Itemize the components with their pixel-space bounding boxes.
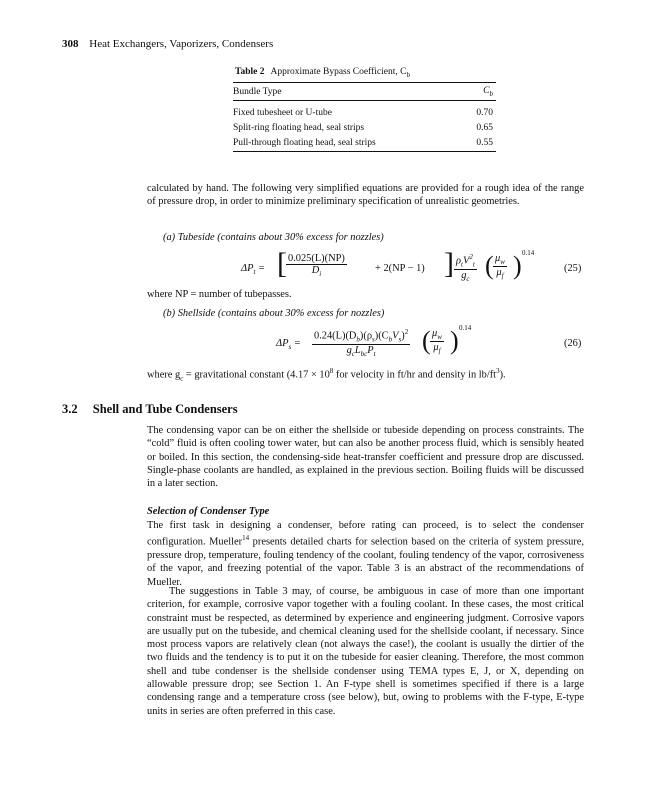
table-caption: [235, 67, 410, 79]
tubeside-label: (a) Tubeside (contains about 30% excess for nozzles): [163, 232, 384, 243]
table-row: [233, 120, 496, 135]
eq25-mu-f: $\mu_f$: [496, 267, 504, 281]
page-number: 308: [62, 38, 79, 50]
table-row: [233, 135, 496, 152]
eq26-exponent: 0.14: [459, 324, 472, 332]
eq25-rho-v-fraction: [454, 253, 477, 283]
running-header: [62, 38, 273, 50]
eq25-number: (25): [564, 263, 582, 274]
eq25-left-paren: (: [485, 251, 494, 280]
eq26-number: (26): [564, 338, 582, 349]
table-label: Table 2: [235, 67, 265, 77]
eq25-mu-fraction: [493, 253, 507, 280]
eq26-mu-w: $\mu_w$: [432, 328, 442, 342]
eq25-mu-w: $\mu_w$: [495, 253, 505, 267]
section-heading: [62, 402, 238, 417]
bundle-type-cell: Fixed tubesheet or U-tube: [233, 107, 332, 118]
eq25-numerator: 0.025(L)(NP): [288, 253, 345, 264]
section-paragraph: The condensing vapor can be on either the shellside or tubeside depending on process constraints. The “cold” fluid is often cooling tower water, but can also be another process fluid, which is sensibly heated or boiled. In this section, the condensing-side heat-transfer coefficient and pressure drop are discussed. Single-phase coolants are handled, as explained in the previous section. Boiling fluids will be discussed in a later section.: [147, 425, 584, 490]
subsection-paragraph-1: The first task in designing a condenser, before rating can proceed, is to select the condenser configuration. Mueller$^{14}$ presents detailed charts for selection based on the criteria of system pressure, pressure drop, temperature, fouling tendency of the coolant, fouling tendency of the vapor, corrosiveness of the vapor, and freezing potential of the vapor. Table 3 is an abstract of the recommendations of Mueller.: [147, 520, 584, 588]
cb-value-cell: 0.70: [476, 107, 493, 118]
eq25-plus-term: + 2(NP − 1): [375, 263, 425, 274]
subsection-title: Selection of Condenser Type: [147, 506, 270, 517]
tubeside-where: where NP = number of tubepasses.: [147, 289, 292, 300]
cb-value-cell: 0.55: [464, 135, 496, 152]
eq25-lhs: $\Delta P_t$ =: [241, 263, 266, 277]
eq26-right-paren: ): [450, 326, 459, 355]
eq26-lhs: $\Delta P_s$ =: [276, 338, 301, 352]
shellside-label: (b) Shellside (contains about 30% excess for nozzles): [163, 308, 385, 319]
eq26-fraction: [312, 328, 410, 358]
intro-paragraph: calculated by hand. The following very simplified equations are provided for a rough idea of the range of pressure drop, in order to minimize preliminary specification of unrealistic geometries.: [147, 183, 584, 208]
eq26-mu-fraction: [430, 328, 444, 355]
eq25-exponent: 0.14: [522, 249, 535, 257]
column-header-bundle-type: Bundle Type: [233, 83, 464, 101]
column-header-cb: [464, 83, 496, 101]
shellside-where: where $g_c$ = gravitational constant ($4.17 \times 10^8$ for velocity in ft/hr and density in $lb/ft^3$).: [147, 367, 506, 383]
eq26-denominator: $g_cL_{bc}P_t$: [346, 344, 376, 358]
eq26-numerator: $0.24(L)(D_b)(\rho_s)(C_bV_s)^2$: [314, 328, 409, 344]
section-title: Shell and Tube Condensers: [92, 402, 238, 416]
equation-26: [276, 326, 536, 362]
cb-value-cell: 0.65: [476, 122, 493, 133]
bundle-type-cell: Split-ring floating head, seal strips: [233, 122, 365, 133]
running-title: Heat Exchangers, Vaporizers, Condensers: [89, 38, 274, 50]
table-caption-sub: b: [406, 70, 410, 79]
table-caption-text: Approximate Bypass Coefficient, C: [270, 67, 407, 77]
subsection-paragraph-2: The suggestions in Table 3 may, of course, be ambiguous in case of more than one important criterion, for example, corrosive vapor together with a fouling coolant. In these cases, the most critical constraint must be respected, as determined by experience and engineering judgment. Corrosive vapors are usually put on the tubeside, and chemical cleaning used for the shellside coolant, if necessary. Since most process vapors are relatively clean (not always the case!), the coolant is usually the dirtier of the two fluids and the tendency is to put it on the tubeside for easier cleaning. Therefore, the most common shell and tube condenser is the shellside condenser using TEMA types E, J, or X, depending on allowable pressure drop; see Section 1. An F-type shell is sometimes specified if there is a large condensing range and a temperature cross (see below), but, owing to problems with the F-type, E-type units in series are often preferred in this case.: [147, 586, 584, 717]
cb-symbol: C: [483, 85, 490, 96]
eq25-right-bracket: ]: [444, 247, 454, 280]
eq26-left-paren: (: [422, 326, 431, 355]
bundle-type-cell: Pull-through floating head, seal strips: [233, 135, 464, 152]
eq25-gc: $g_c$: [461, 269, 470, 283]
eq25-rho-v: $\rho_tV^2_t$: [456, 253, 475, 269]
bypass-coefficient-table: [233, 82, 496, 152]
eq25-fraction: [286, 253, 347, 278]
eq25-denominator: $D_i$: [311, 265, 322, 279]
eq25-right-paren: ): [513, 251, 522, 280]
table-row: [233, 101, 496, 121]
cb-sub: b: [489, 89, 493, 98]
equation-25: [241, 247, 541, 285]
eq26-mu-f: $\mu_f$: [433, 342, 441, 356]
eq25-left-bracket: [: [277, 247, 287, 280]
section-number: 3.2: [62, 402, 78, 416]
